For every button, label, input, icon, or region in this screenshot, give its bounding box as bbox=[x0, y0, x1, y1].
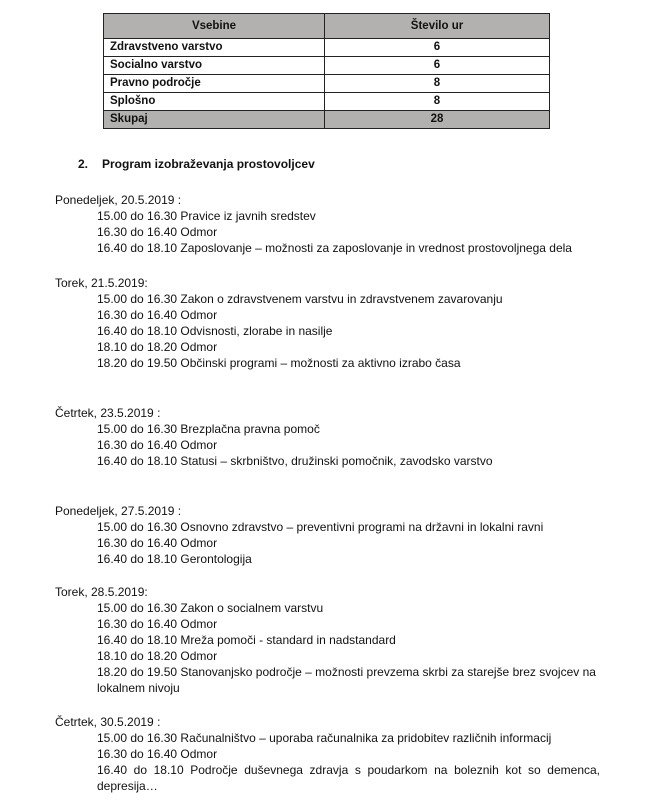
schedule-item: 18.10 do 18.20 Odmor bbox=[97, 649, 218, 663]
schedule-item: 16.30 do 16.40 Odmor bbox=[97, 747, 218, 761]
schedule-item: 16.30 do 16.40 Odmor bbox=[97, 225, 218, 239]
schedule-item: 16.40 do 18.10 Zaposlovanje – možnosti za zaposlovanje in vrednost prostovoljnega dela bbox=[97, 241, 572, 255]
schedule-item: 15.00 do 16.30 Računalništvo – uporaba računalnika za pridobitev različnih informacij bbox=[97, 731, 552, 745]
row-hours: 6 bbox=[325, 39, 550, 57]
row-label: Socialno varstvo bbox=[104, 57, 325, 75]
section-title: Program izobraževanja prostovoljcev bbox=[102, 157, 315, 171]
schedule-day bbox=[55, 275, 503, 371]
total-hours: 28 bbox=[325, 111, 550, 129]
header-vsebine: Vsebine bbox=[104, 14, 325, 39]
row-label: Pravno področje bbox=[104, 75, 325, 93]
table-row bbox=[104, 75, 550, 93]
row-hours: 8 bbox=[325, 75, 550, 93]
schedule-item: 15.00 do 16.30 Brezplačna pravna pomoč bbox=[97, 422, 320, 436]
day-title: Ponedeljek, 27.5.2019 : bbox=[55, 504, 182, 518]
total-label: Skupaj bbox=[104, 111, 325, 129]
schedule-item: 16.30 do 16.40 Odmor bbox=[97, 536, 218, 550]
table-row bbox=[104, 39, 550, 57]
day-title: Torek, 21.5.2019: bbox=[55, 276, 148, 290]
header-stevilo-ur: Število ur bbox=[325, 14, 550, 39]
row-label: Zdravstveno varstvo bbox=[104, 39, 325, 57]
schedule-item: 16.40 do 18.10 Gerontologija bbox=[97, 552, 252, 566]
schedule-item: 15.00 do 16.30 Pravice iz javnih sredstev bbox=[97, 209, 316, 223]
row-hours: 8 bbox=[325, 93, 550, 111]
section-number: 2. bbox=[78, 157, 89, 171]
table-row bbox=[104, 57, 550, 75]
day-title: Četrtek, 30.5.2019 : bbox=[55, 715, 161, 729]
schedule-item: 15.00 do 16.30 Osnovno zdravstvo – preventivni programi na državni in lokalni ravni bbox=[97, 520, 544, 534]
schedule-day bbox=[55, 714, 600, 794]
table-header-row bbox=[104, 14, 550, 39]
row-hours: 6 bbox=[325, 57, 550, 75]
row-label: Splošno bbox=[104, 93, 325, 111]
hours-summary-table bbox=[103, 13, 550, 129]
schedule-item: 15.00 do 16.30 Zakon o zdravstvenem varstvu in zdravstvenem zavarovanju bbox=[97, 292, 503, 306]
schedule-item: 16.40 do 18.10 Mreža pomoči - standard in nadstandard bbox=[97, 633, 396, 647]
schedule-item: 16.30 do 16.40 Odmor bbox=[97, 617, 218, 631]
schedule-day bbox=[55, 503, 543, 567]
schedule-day bbox=[55, 192, 572, 256]
day-title: Torek, 28.5.2019: bbox=[55, 585, 148, 599]
schedule-item: 16.40 do 18.10 Področje duševnega zdravja s poudarkom na boleznih kot so demenca, depresija… bbox=[97, 763, 600, 793]
schedule-item: 15.00 do 16.30 Zakon o socialnem varstvu bbox=[97, 601, 324, 615]
schedule-item: 18.20 do 19.50 Stanovanjsko področje – možnosti prevzema skrbi za starejše brez svojcev na lokalnem nivoju bbox=[97, 665, 596, 695]
day-title: Četrtek, 23.5.2019 : bbox=[55, 406, 161, 420]
section-heading bbox=[78, 157, 315, 171]
table-row bbox=[104, 93, 550, 111]
schedule-item: 18.10 do 18.20 Odmor bbox=[97, 340, 218, 354]
table-total-row bbox=[104, 111, 550, 129]
schedule-day bbox=[55, 584, 600, 696]
schedule-item: 16.30 do 16.40 Odmor bbox=[97, 438, 218, 452]
day-title: Ponedeljek, 20.5.2019 : bbox=[55, 193, 182, 207]
schedule-item: 16.40 do 18.10 Odvisnosti, zlorabe in nasilje bbox=[97, 324, 333, 338]
schedule-item: 18.20 do 19.50 Občinski programi – možnosti za aktivno izrabo časa bbox=[97, 356, 461, 370]
schedule-item: 16.30 do 16.40 Odmor bbox=[97, 308, 218, 322]
schedule-item: 16.40 do 18.10 Statusi – skrbništvo, družinski pomočnik, zavodsko varstvo bbox=[97, 454, 493, 468]
schedule-day bbox=[55, 405, 493, 469]
